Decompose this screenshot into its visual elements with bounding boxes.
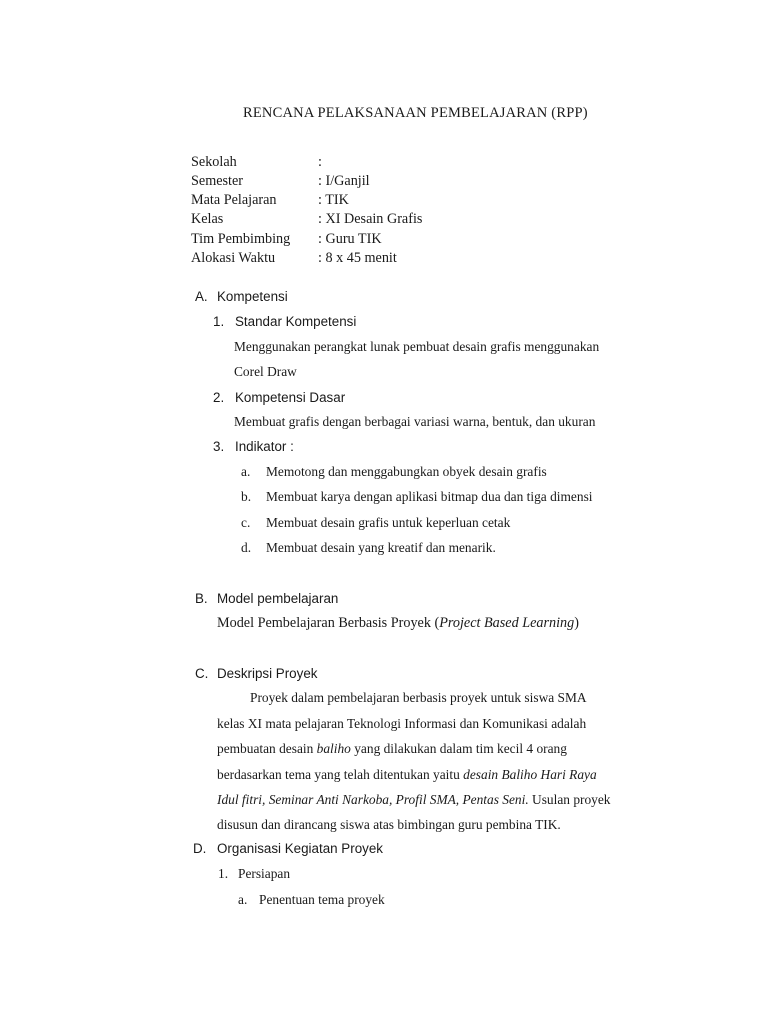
section-b-body: Model Pembelajaran Berbasis Proyek (Project Based Learning) [217,615,579,631]
info-label-sekolah: Sekolah [191,154,237,170]
info-label-kelas: Kelas [191,211,224,227]
info-label-alokasi-waktu: Alokasi Waktu [191,250,276,266]
info-value-alokasi-waktu: : 8 x 45 menit [318,250,397,266]
indikator-c-letter: c. [241,515,251,530]
info-value-semester: : I/Ganjil [318,173,370,189]
item-2-body-line-1: Membuat grafis dengan berbagai variasi warna, bentuk, dan ukuran [234,414,596,429]
document-title: RENCANA PELAKSANAAN PEMBELAJARAN (RPP) [243,105,588,121]
section-b-heading: Model pembelajaran [217,591,339,606]
indikator-d-letter: d. [241,540,252,555]
item-1-number: 1. [213,314,225,329]
info-value-kelas: : XI Desain Grafis [318,211,423,227]
paragraph-line-1: Proyek dalam pembelajaran berbasis proyek untuk siswa SMA [250,690,587,705]
indikator-a-text: Memotong dan menggabungkan obyek desain grafis [266,464,547,479]
item-indikator: Indikator : [235,439,294,454]
section-d-letter: D. [193,841,207,856]
item-1-body-line-2: Corel Draw [234,364,297,379]
item-persiapan-number: 1. [218,866,229,881]
section-a-letter: A. [195,289,208,304]
info-label-mata-pelajaran: Mata Pelajaran [191,192,277,208]
item-1-body-line-1: Menggunakan perangkat lunak pembuat desain grafis menggunakan [234,339,600,354]
indikator-d-text: Membuat desain yang kreatif dan menarik. [266,540,496,555]
item-standar-kompetensi: Standar Kompetensi [235,314,357,329]
paragraph-line-2: kelas XI mata pelajaran Teknologi Informasi dan Komunikasi adalah [217,716,587,731]
indikator-c-text: Membuat desain grafis untuk keperluan cetak [266,515,511,530]
section-c-letter: C. [195,666,209,681]
indikator-b-letter: b. [241,489,252,504]
section-c-heading: Deskripsi Proyek [217,666,318,681]
info-value-mata-pelajaran: : TIK [318,192,349,208]
item-kompetensi-dasar: Kompetensi Dasar [235,390,346,405]
section-d-heading: Organisasi Kegiatan Proyek [217,841,383,856]
paragraph-line-5: Idul fitri, Seminar Anti Narkoba, Profil SMA, Pentas Seni. Usulan proyek [217,792,611,807]
indikator-b-text: Membuat karya dengan aplikasi bitmap dua dan tiga dimensi [266,489,593,504]
info-value-sekolah: : [318,154,322,170]
item-3-number: 3. [213,439,225,454]
persiapan-a-text: Penentuan tema proyek [259,892,385,907]
paragraph-line-4: berdasarkan tema yang telah ditentukan yaitu desain Baliho Hari Raya [217,767,597,782]
persiapan-a-letter: a. [238,892,248,907]
info-label-tim-pembimbing: Tim Pembimbing [191,231,291,247]
indikator-a-letter: a. [241,464,251,479]
paragraph-line-3: pembuatan desain baliho yang dilakukan dalam tim kecil 4 orang [217,741,567,756]
section-b-letter: B. [195,591,208,606]
paragraph-line-6: disusun dan dirancang siswa atas bimbingan guru pembina TIK. [217,817,561,832]
item-2-number: 2. [213,390,225,405]
info-label-semester: Semester [191,173,244,189]
item-persiapan: Persiapan [238,866,291,881]
info-value-tim-pembimbing: : Guru TIK [318,231,382,247]
section-a-heading: Kompetensi [217,289,288,304]
